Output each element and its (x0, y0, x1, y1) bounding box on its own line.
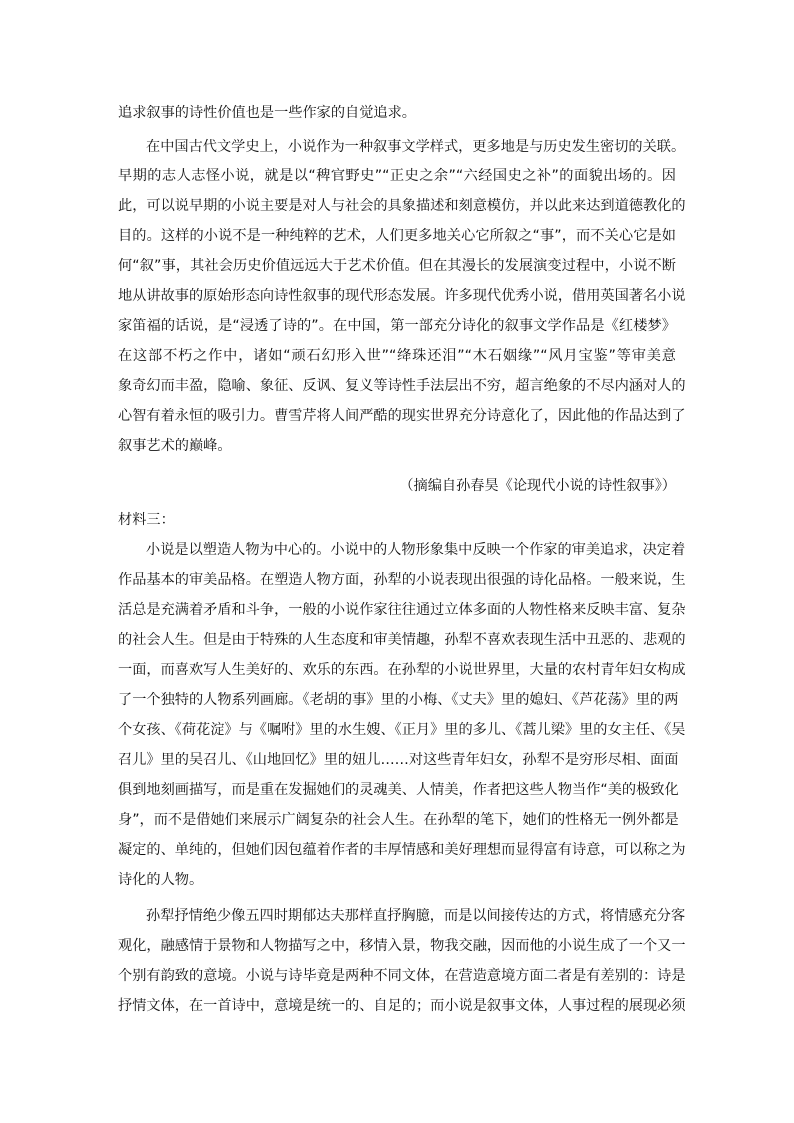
paragraph-first-line: 小说是以塑造人物为中心的。小说中的人物形象集中反映一个作家的审美追求，决定着 (146, 542, 686, 558)
text-line: 在这部不朽之作中，诸如“顽石幻形入世”“绛珠还泪”“木石姻缘”“风月宝鉴”等审美意 (118, 348, 676, 364)
text-line: 身”，而不是借她们来展示广阔复杂的社会人生。在孙犁的笔下，她们的性格无一例外都是 (118, 812, 679, 828)
text-line: 早期的志人志怪小说，就是以“稗官野史”“正史之余”“六经国史之补”的面貌出场的。因 (118, 168, 676, 184)
text-line: 个女孩、《荷花淀》与《嘱咐》里的水生嫂、《正月》里的多儿、《蒿儿梁》里的女主任、《吴 (118, 722, 686, 738)
text-line: 诗化的人物。 (118, 872, 204, 888)
text-line: 凝定的、单纯的，但她们因包蕴着作者的丰厚情感和美好理想而显得富有诗意，可以称之为 (118, 842, 686, 858)
section-heading: 材料三： (118, 512, 175, 528)
text-line: 家笛福的话说，是“浸透了诗的”。在中国，第一部充分诗化的叙事文学作品是《红楼梦》 (118, 318, 676, 334)
text-line: 何“叙”事，其社会历史价值远远大于艺术价值。但在其漫长的发展演变过程中，小说不断 (118, 258, 676, 274)
text-line: 了一个独特的人物系列画廊。《老胡的事》里的小梅、《丈夫》里的媳妇、《芦花荡》里的两 (118, 692, 679, 708)
text-line: 心智有着永恒的吸引力。曹雪芹将人间严酷的现实世界充分诗意化了，因此他的作品达到了 (118, 408, 686, 424)
text-line: 的社会人生。但是由于特殊的人生态度和审美情趣，孙犁不喜欢表现生活中丑恶的、悲观的 (118, 632, 686, 648)
text-line: 活总是充满着矛盾和斗争，一般的小说作家往往通过立体多面的人物性格来反映丰富、复杂 (118, 602, 686, 618)
text-line: 作品基本的审美品格。在塑造人物方面，孙犁的小说表现出很强的诗化品格。一般来说，生 (118, 572, 686, 588)
text-line: 此，可以说早期的小说主要是对人与社会的具象描述和刻意模仿，并以此来达到道德教化的 (118, 198, 686, 214)
text-line: 目的。这样的小说不是一种纯粹的艺术，人们更多地关心它所叙之“事”，而不关心它是如 (118, 228, 676, 244)
text-line: 一面，而喜欢写人生美好的、欢乐的东西。在孙犁的小说世界里，大量的农村青年妇女构成 (118, 662, 686, 678)
source-citation: （摘编自孙春昊《论现代小说的诗性叙事》） (399, 478, 676, 494)
text-line: 象奇幻而丰盈，隐喻、象征、反讽、复义等诗性手法层出不穷，超言绝象的不尽内涵对人的 (118, 378, 686, 394)
text-line: 叙事艺术的巅峰。 (118, 438, 232, 454)
text-line: 地从讲故事的原始形态向诗性叙事的现代形态发展。许多现代优秀小说，借用英国著名小说 (118, 288, 686, 304)
text-line: 追求叙事的诗性价值也是一些作家的自觉追求。 (118, 105, 416, 121)
text-line: 观化，融感情于景物和人物描写之中，移情入景，物我交融，因而他的小说生成了一个又一 (118, 938, 686, 954)
text-line: 个别有韵致的意境。小说与诗毕竟是两种不同文体，在营造意境方面二者是有差别的：诗是 (118, 968, 686, 984)
paragraph-first-line: 在中国古代文学史上，小说作为一种叙事文学样式，更多地是与历史发生密切的关联。 (146, 139, 686, 155)
text-line: 抒情文体，在一首诗中，意境是统一的、自足的；而小说是叙事文体，人事过程的展现必须 (118, 998, 686, 1014)
text-line: 俱到地刻画描写，而是重在发掘她们的灵魂美、人情美，作者把这些人物当作“美的极致化 (118, 782, 679, 798)
paragraph-first-line: 孙犁抒情绝少像五四时期郁达夫那样直抒胸臆，而是以间接传达的方式，将情感充分客 (146, 908, 686, 924)
text-line: 召儿》里的吴召儿、《山地回忆》里的妞儿……对这些青年妇女，孙犁不是穷形尽相、面面 (118, 752, 679, 768)
